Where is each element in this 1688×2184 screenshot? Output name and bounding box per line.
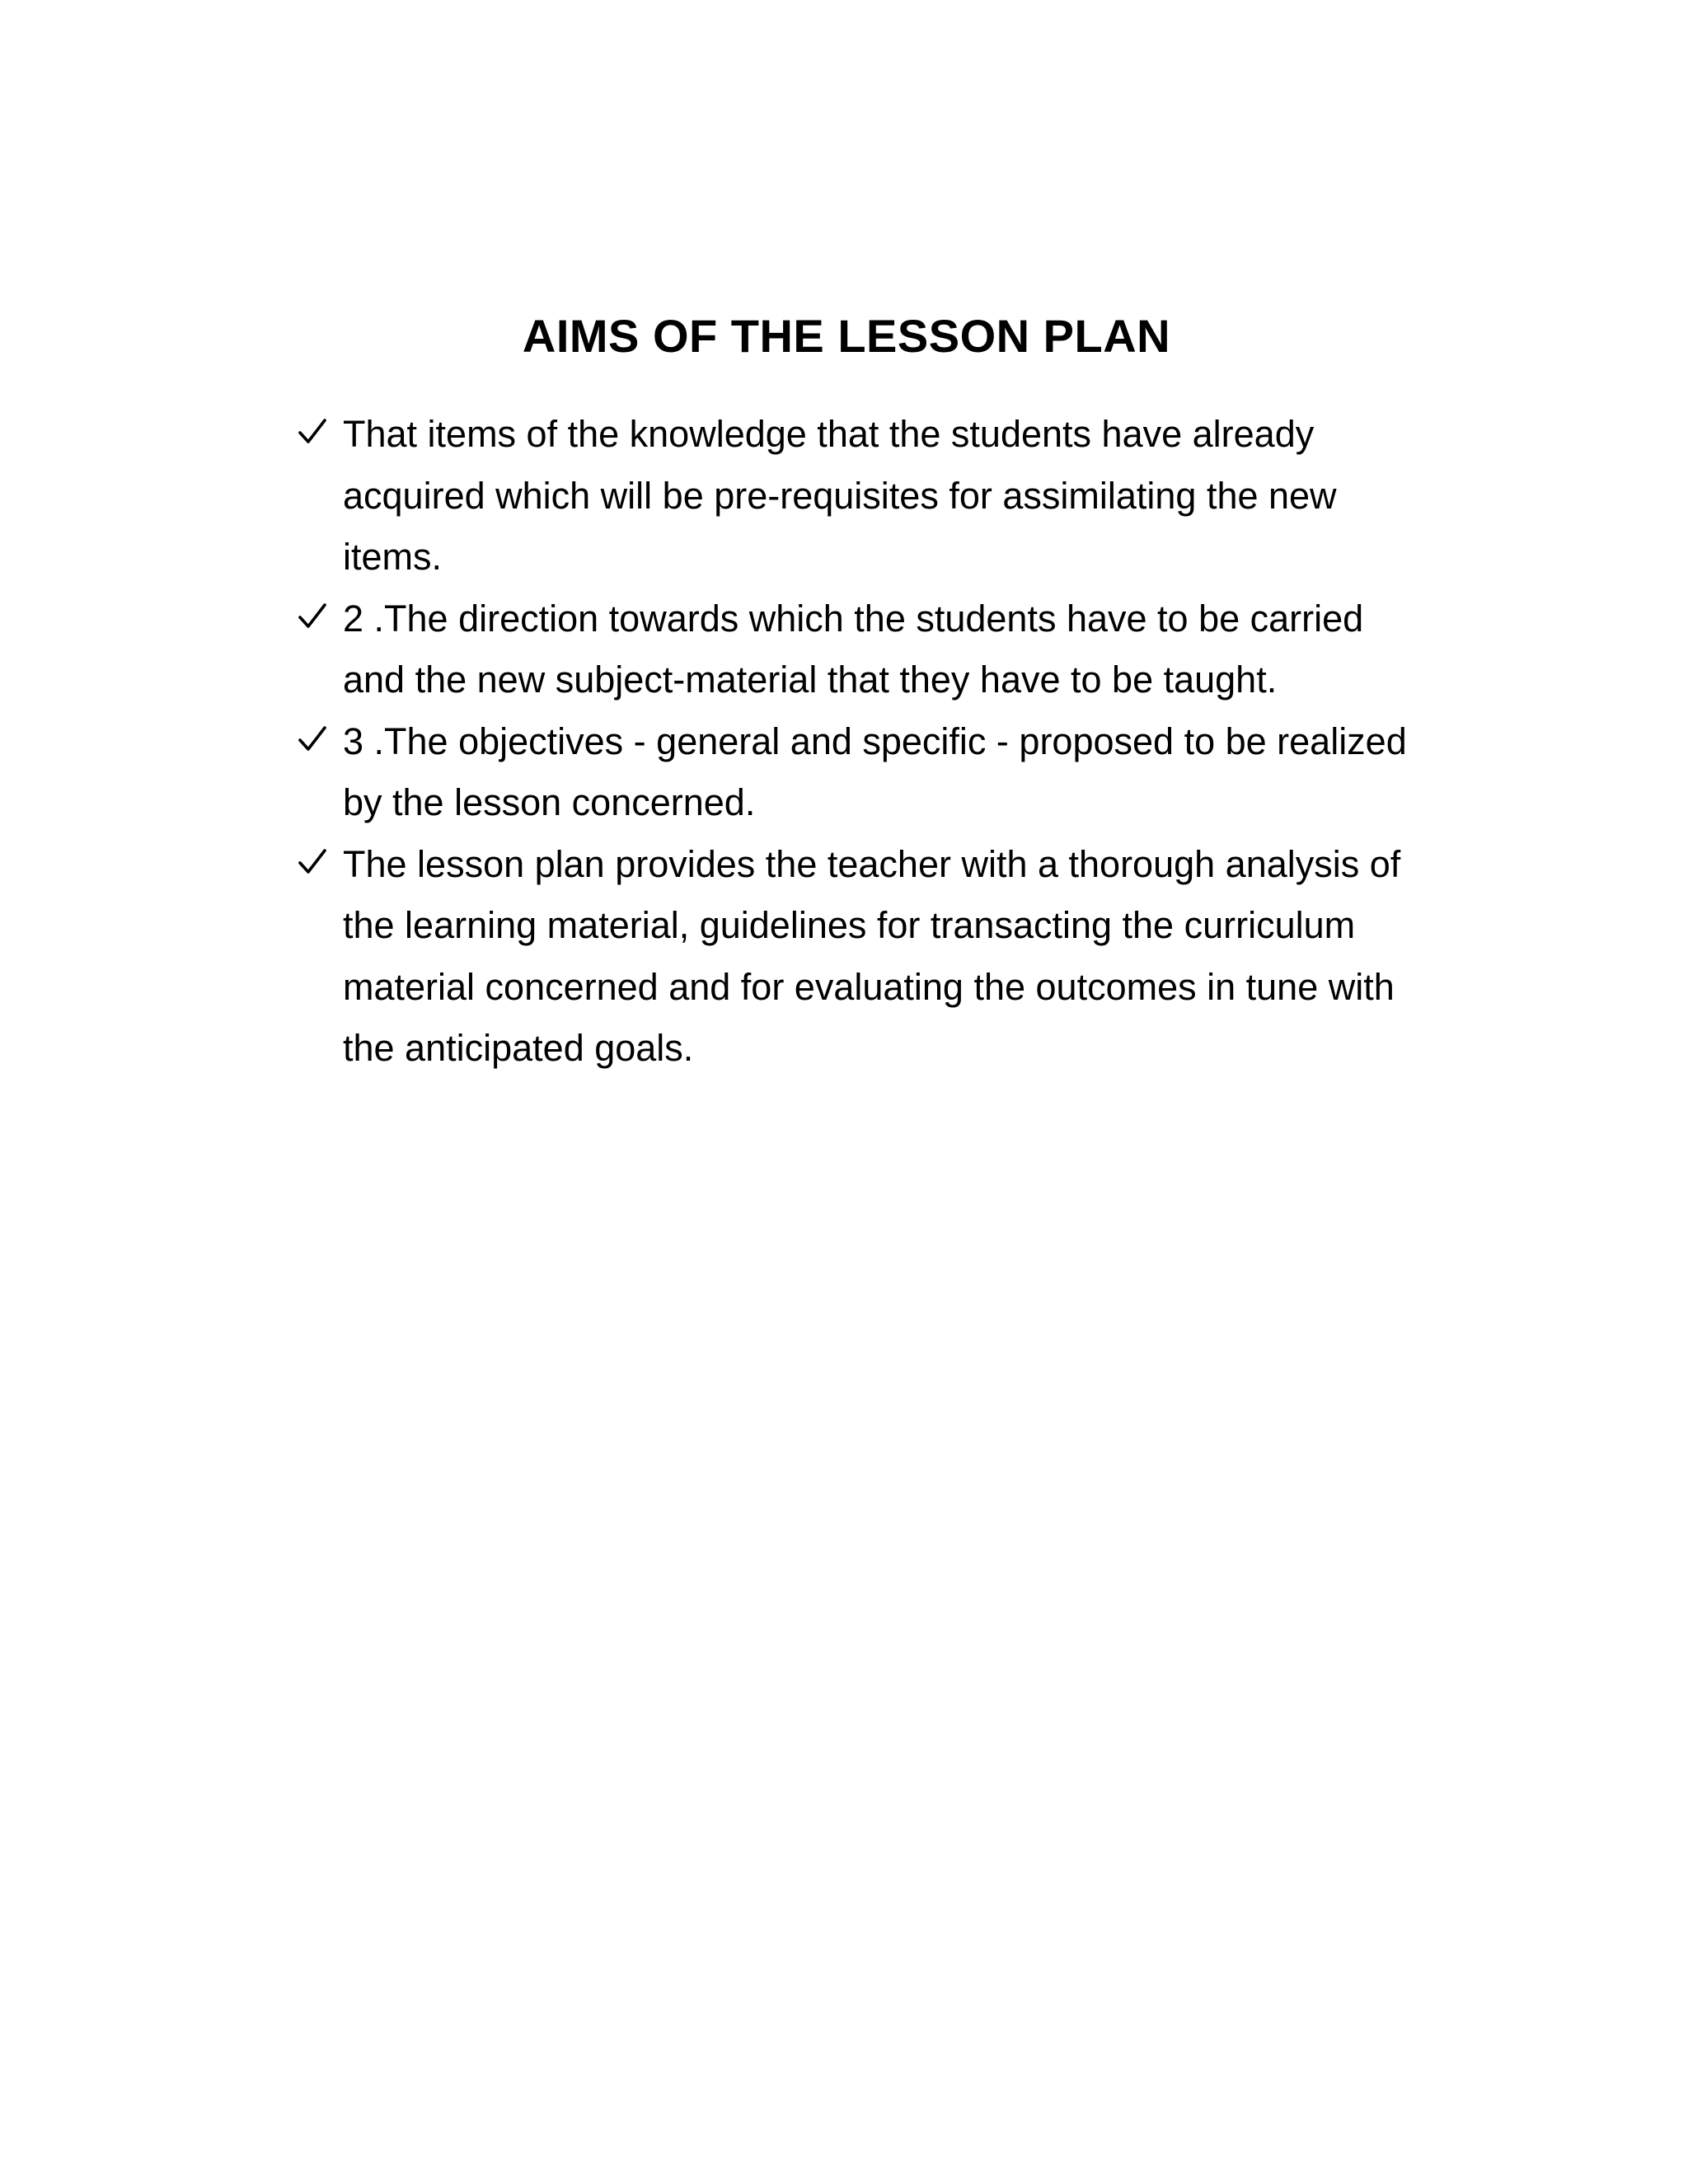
aims-list (297, 404, 1418, 1080)
aim-text: The lesson plan provides the teacher with a thorough analysis of the learning material, guidelines for transacting the curriculum material concerned and for evaluating the outcomes in tune with the anticipated goals. (343, 842, 1401, 1069)
checkmark-icon (297, 834, 330, 895)
aim-text: 2 .The direction towards which the students have to be carried and the new subject-material that they have to be taught. (343, 597, 1364, 701)
checkmark-icon (297, 404, 330, 465)
list-item (297, 588, 1418, 711)
page-title: AIMS OF THE LESSON PLAN (522, 310, 1171, 362)
checkmark-icon (297, 711, 330, 772)
list-item (297, 834, 1418, 1080)
list-item (297, 711, 1418, 834)
list-item (297, 404, 1418, 588)
aim-text: 3 .The objectives - general and specific - proposed to be realized by the lesson concerned. (343, 719, 1407, 823)
checkmark-icon (297, 588, 330, 649)
aim-text: That items of the knowledge that the students have already acquired which will be pre-requisites for assimilating the new items. (343, 413, 1337, 578)
